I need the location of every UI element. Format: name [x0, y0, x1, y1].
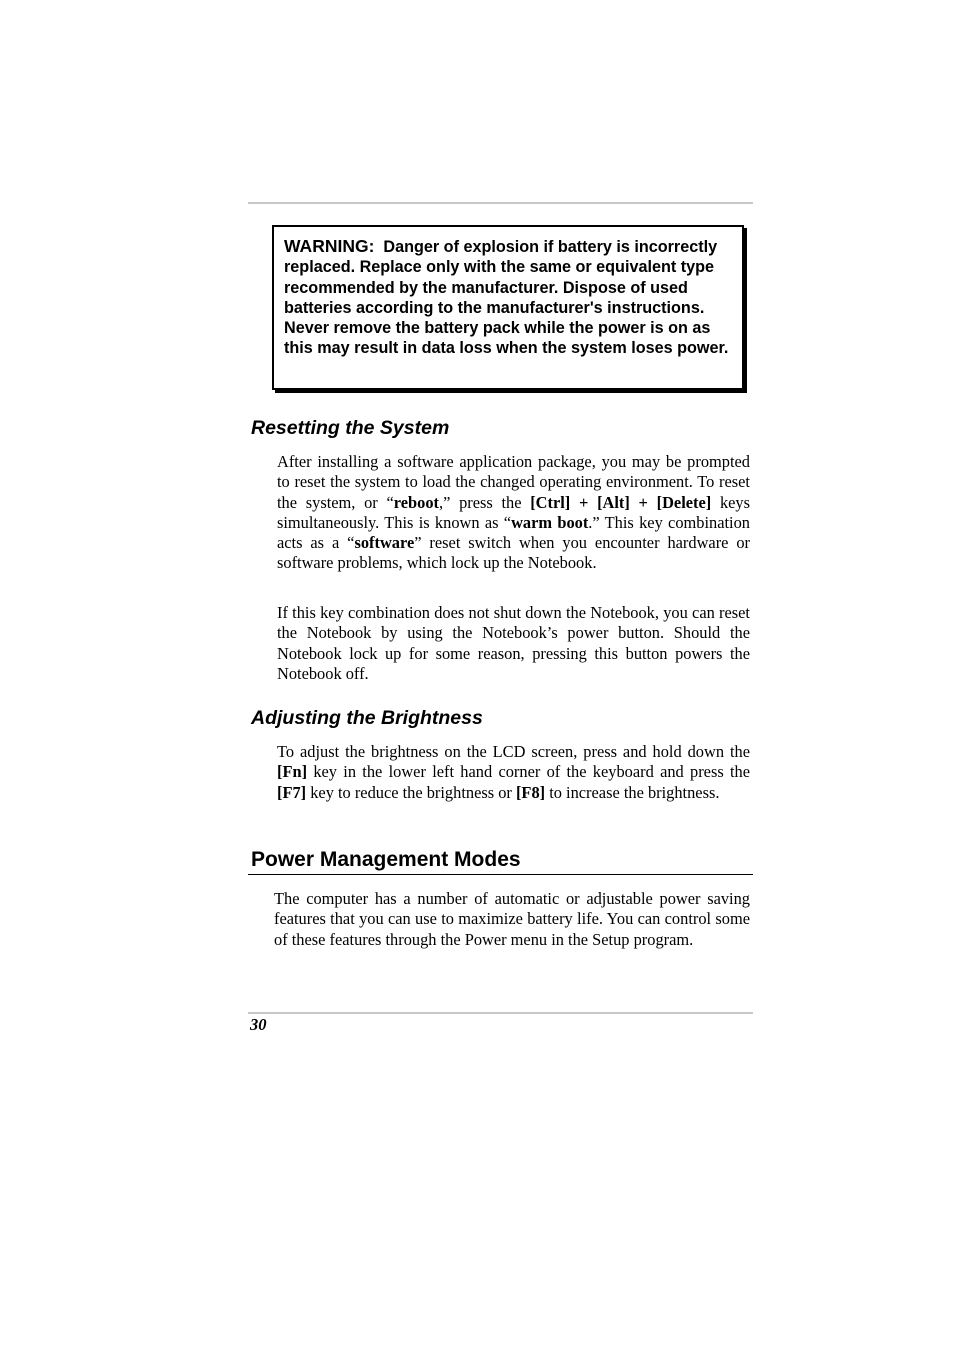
heading-resetting-system: Resetting the System — [251, 417, 450, 439]
heading-power-management: Power Management Modes — [248, 846, 753, 875]
key-alt: [Alt] — [597, 492, 630, 512]
key-fn: [Fn] — [277, 762, 308, 782]
page-number: 30 — [250, 1015, 267, 1034]
text-run: key to reduce the brightness or — [306, 782, 516, 802]
key-f8: [F8] — [515, 782, 546, 802]
text-run: After installing a software application package, you may be prompted to reset the system to load the changed operating environment. To reset the system, or “ — [277, 452, 750, 512]
key-delete: [Delete] — [656, 492, 712, 512]
paragraph-power-management: The computer has a number of automatic or adjustable power saving features that you can use to maximize battery life. You can control some of these features through the Power menu in the Setup program. — [274, 889, 750, 949]
text-run: key in the lower left hand corner of the keyboard and press the — [307, 762, 750, 782]
key-plus: + — [570, 492, 598, 512]
warning-label: WARNING: — [284, 236, 375, 256]
text-run: to increase the brightness. — [545, 782, 720, 802]
warning-box — [272, 225, 744, 390]
text-run: To adjust the brightness on the LCD screen, press and hold down the — [277, 742, 750, 761]
paragraph-brightness — [277, 742, 750, 803]
warning-text: Danger of explosion if battery is incorrectly replaced. Replace only with the same or equivalent type recommended by the manufacturer. Dispose of used batteries according to the manufacturer's instructions. Never remove the battery pack while the power is on as this may result in data loss when the system loses power. — [284, 238, 729, 358]
heading-adjusting-brightness: Adjusting the Brightness — [251, 707, 483, 729]
text-run: .” This key combination acts as a “ — [277, 512, 750, 553]
bottom-divider — [248, 1012, 753, 1014]
paragraph-resetting-1 — [277, 452, 750, 574]
term-software: software — [354, 533, 415, 553]
paragraph-resetting-2: If this key combination does not shut down the Notebook, you can reset the Notebook by using the Notebook’s power button. Should the Notebook lock up for some reason, pressing this button powers the Notebook off. — [277, 603, 750, 683]
text-run: keys simultaneously. This is known as “ — [277, 492, 750, 532]
key-f7: [F7] — [277, 782, 307, 802]
key-ctrl: [Ctrl] — [530, 492, 571, 512]
text-run: ” reset switch when you encounter hardware or software problems, which lock up the Notebook. — [277, 533, 750, 573]
term-reboot: reboot — [393, 492, 439, 512]
text-run: ,” press the — [438, 492, 531, 512]
key-plus: + — [629, 492, 657, 512]
top-divider — [248, 202, 753, 204]
term-warm-boot: warm boot — [511, 512, 589, 532]
